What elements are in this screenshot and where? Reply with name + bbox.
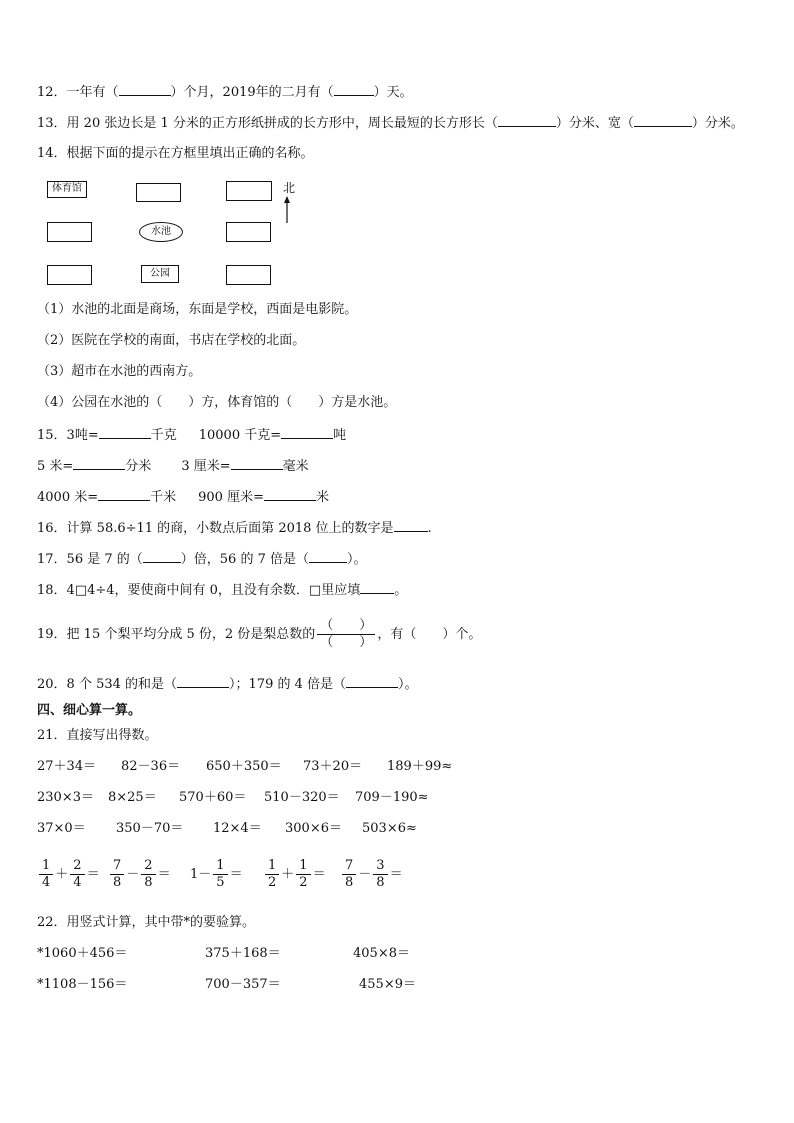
box-blank[interactable] (226, 181, 272, 201)
box-blank[interactable] (226, 265, 271, 285)
hint-3: （3）超市在水池的西南方。 (37, 364, 202, 379)
answer-blank[interactable] (281, 426, 333, 439)
answer-blank[interactable] (334, 83, 374, 96)
box-park: 公园 (141, 265, 179, 283)
north-label: 北 (282, 181, 295, 195)
answer-blank[interactable] (143, 550, 181, 563)
question-19: 19．把 15 个梨平均分成 5 份，2 份是梨总数的 $\frac{( )}{( )}$ ，有（ ）个。 (37, 618, 482, 650)
answer-blank[interactable] (634, 114, 692, 127)
north-arrow-icon (282, 196, 292, 224)
answer-blank[interactable] (231, 457, 283, 470)
question-17: 17．56 是 7 的（ ）倍，56 的 7 倍是（ ）。 (37, 552, 367, 567)
fraction-blank[interactable]: $\frac{( )}{( )}$ (317, 618, 375, 651)
box-blank[interactable] (47, 222, 92, 242)
question-15-row-3: 4000 米= 千米 900 厘米= 米 (37, 490, 329, 505)
answer-blank[interactable] (360, 581, 394, 594)
question-15-row-2: 5 米= 分米 3 厘米= 毫米 (37, 459, 309, 474)
question-22: 22．用竖式计算，其中带*的要验算。 (37, 915, 256, 930)
question-14: 14．根据下面的提示在方框里填出正确的名称。 (37, 146, 314, 161)
box-blank[interactable] (226, 222, 271, 242)
fraction-expr: $\frac{7}{8}$ － $\frac{3}{8}$ ＝ (340, 858, 403, 898)
answer-blank[interactable] (73, 457, 125, 470)
answer-blank[interactable] (309, 550, 347, 563)
fraction-expr: $\frac{1}{2}$ ＋ $\frac{1}{2}$ ＝ (263, 858, 326, 898)
hint-2: （2）医院在学校的南面，书店在学校的北面。 (37, 333, 306, 348)
question-20: 20．8 个 534 的和是（ ）；179 的 4 倍是（ ）。 (37, 677, 418, 692)
answer-blank[interactable] (498, 114, 556, 127)
question-21: 21．直接写出得数。 (37, 728, 158, 743)
box-gym: 体育馆 (47, 181, 87, 198)
question-16: 16．计算 58.6÷11 的商，小数点后面第 2018 位上的数字是 . (37, 521, 432, 536)
answer-blank[interactable] (346, 675, 398, 688)
fraction-expr: $\frac{1}{4}$ ＋ $\frac{2}{4}$ ＝ (37, 858, 100, 898)
answer-blank[interactable] (98, 488, 150, 501)
answer-blank[interactable] (264, 488, 316, 501)
fraction-expr: $\frac{7}{8}$ － $\frac{2}{8}$ ＝ (108, 858, 171, 898)
answer-blank[interactable] (394, 519, 428, 532)
answer-blank[interactable] (99, 426, 151, 439)
section-heading: 四、细心算一算。 (37, 703, 142, 718)
question-12: 12．一年有（ ）个月，2019年的二月有（ ）天。 (37, 85, 413, 100)
answer-blank[interactable] (119, 83, 171, 96)
question-13: 13．用 20 张边长是 1 分米的正方形纸拼成的长方形中，周长最短的长方形长（ ）分米、宽（ ）分米。 (37, 116, 744, 131)
hint-1: （1）水池的北面是商场，东面是学校，西面是电影院。 (37, 302, 358, 317)
answer-blank[interactable] (177, 675, 229, 688)
hint-4: （4）公园在水池的（ ）方，体育馆的（ ）方是水池。 (37, 395, 397, 410)
box-blank[interactable] (47, 265, 92, 285)
fraction-expr: 1－ $\frac{1}{5}$ ＝ (190, 858, 243, 890)
box-blank[interactable] (136, 183, 181, 202)
question-18: 18．4□4÷4，要使商中间有 0，且没有余数．□里应填 。 (37, 583, 408, 598)
pool-ellipse: 水池 (139, 222, 183, 242)
question-15-row-1: 15．3吨= 千克 10000 千克= 吨 (37, 428, 347, 443)
